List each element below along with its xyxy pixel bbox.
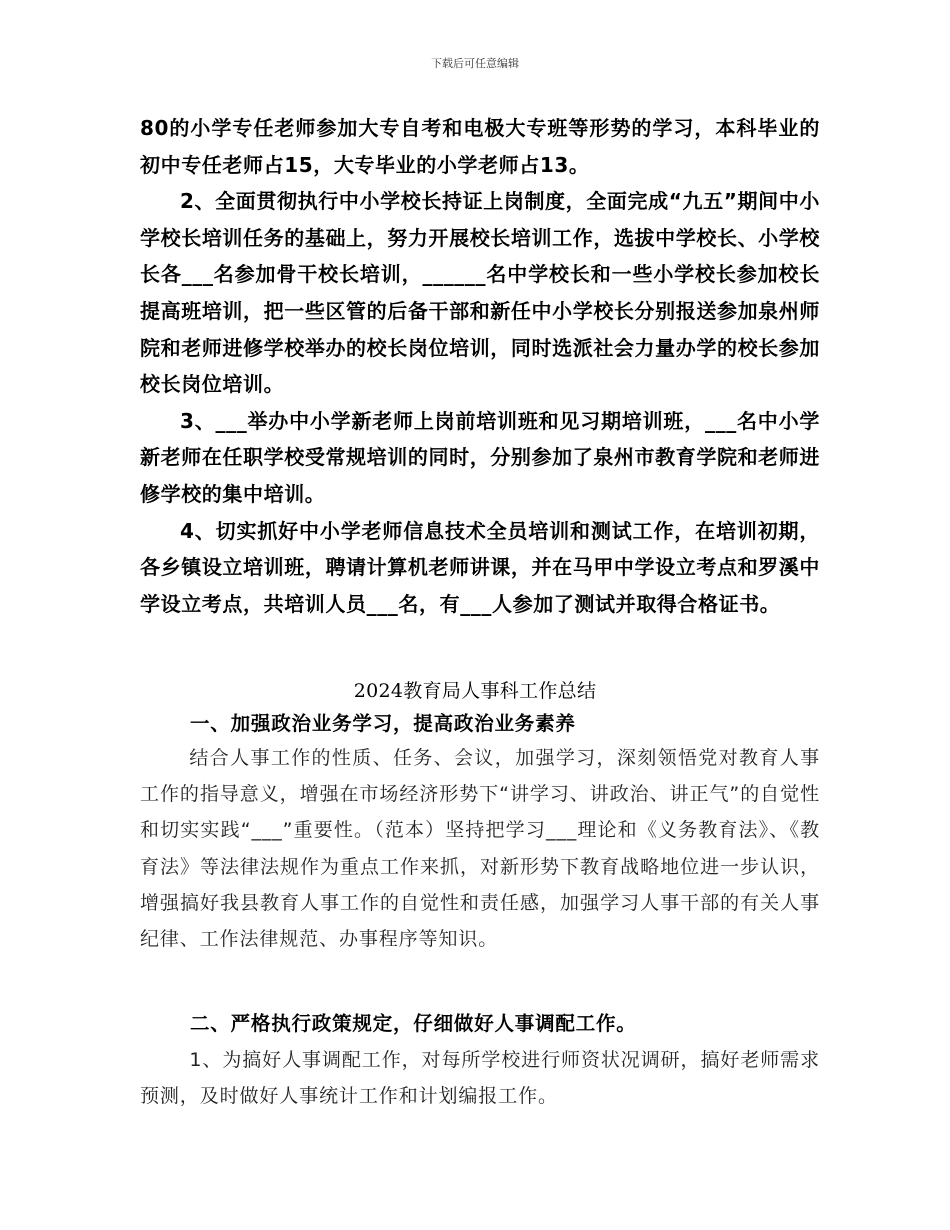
paragraph-new-teacher-training: 3、___举办中小学新老师上岗前培训班和见习期培训班，___名中小学新老师在任职学校受常规培训的同时，分别参加了泉州市教育学院和老师进修学校的集中培训。	[140, 408, 820, 506]
body-section-political-study	[140, 740, 820, 957]
page-header-note: 下载后可任意编辑	[431, 57, 519, 70]
section-heading-political-study: 一、加强政治业务学习，提高政治业务素养	[190, 712, 576, 735]
paragraph-personnel-allocation: 1、为搞好人事调配工作，对每所学校进行师资状况调研，搞好老师需求预测，及时做好人事统计工作和计划编报工作。	[140, 1049, 820, 1108]
body-section-training	[140, 110, 820, 622]
paragraph-continuation: 80的小学专任老师参加大专自考和电极大专班等形势的学习，本科毕业的初中专任老师占15，大专毕业的小学老师占13。	[140, 116, 820, 177]
paragraph-political-study: 结合人事工作的性质、任务、会议，加强学习，深刻领悟党对教育人事工作的指导意义，增强在市场经济形势下“讲学习、讲政治、讲正气”的自觉性和切实实践“___”重要性。（范本）坚持把学习___理论和《义务教育法》、《教育法》等法律法规作为重点工作来抓，对新形势下教育战略地位进一步认识，增强搞好我县教育人事工作的自觉性和责任感，加强学习人事干部的有关人事纪律、工作法律规范、办事程序等知识。	[140, 747, 820, 951]
paragraph-it-training: 4、切实抓好中小学老师信息技术全员培训和测试工作，在培训初期，各乡镇设立培训班，聘请计算机老师讲课，并在马甲中学设立考点和罗溪中学设立考点，共培训人员___名，有___人参加了测试并取得合格证书。	[140, 518, 820, 616]
paragraph-principal-training: 2、全面贯彻执行中小学校长持证上岗制度，全面完成“九五”期间中小学校长培训任务的基础上，努力开展校长培训工作，选拔中学校长、小学校长各___名参加骨干校长培训，______名中学校长和一些小学校长参加校长提高班培训，把一些区管的后备干部和新任中小学校长分别报送参加泉州师院和老师进修学校举办的校长岗位培训，同时选派社会力量办学的校长参加校长岗位培训。	[140, 189, 820, 397]
body-section-personnel-allocation	[140, 1042, 820, 1114]
document-title: 2024教育局人事科工作总结	[353, 680, 597, 702]
section-heading-personnel-allocation: 二、严格执行政策规定，仔细做好人事调配工作。	[190, 1012, 637, 1035]
